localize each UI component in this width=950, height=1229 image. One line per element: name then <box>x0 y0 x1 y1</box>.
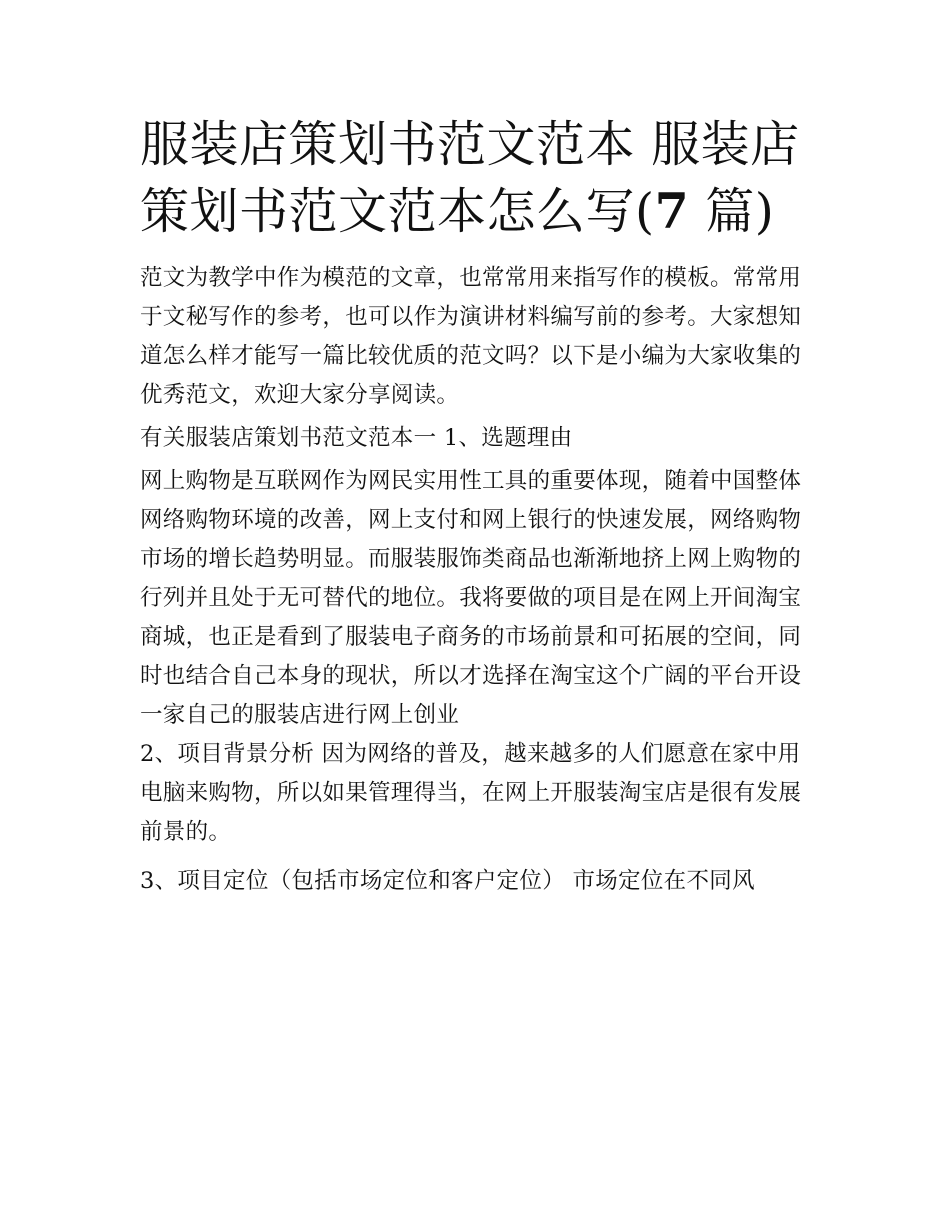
title-count: 7 <box>654 182 690 240</box>
title-line-2-start: 策划书范文范本怎么写( <box>140 183 655 240</box>
body-paragraph: 2、项目背景分析 因为网络的普及，越来越多的人们愿意在家中用电脑来购物，所以如果管理得当，在网上开服装淘宝店是很有发展前景的。 <box>140 741 802 845</box>
title-line-2-end: 篇) <box>689 183 775 240</box>
body-paragraph: 3、项目定位（包括市场定位和客户定位） 市场定位在不同风 <box>140 868 755 894</box>
intro-paragraph: 范文为教学中作为模范的文章，也常常用来指写作的模板。常常用于文秘写作的参考，也可以作为演讲材料编写前的参考。大家想知道怎么样才能写一篇比较优质的范文吗？以下是小编为大家收集的优秀范文，欢迎大家分享阅读。 <box>140 265 802 408</box>
document-page <box>140 112 815 901</box>
section-heading: 有关服装店策划书范文范本一 1、选题理由 <box>140 425 573 451</box>
document-title <box>140 112 815 245</box>
title-line-1: 服装店策划书范文范本 服装店 <box>140 116 800 173</box>
body-paragraph: 网上购物是互联网作为网民实用性工具的重要体现，随着中国整体网络购物环境的改善，网上支付和网上银行的快速发展，网络购物市场的增长趋势明显。而服装服饰类商品也渐渐地挤上网上购物的行列并且处于无可替代的地位。我将要做的项目是在网上开间淘宝商城，也正是看到了服装电子商务的市场前景和可拓展的空间，同时也结合自己本身的现状，所以才选择在淘宝这个广阔的平台开设一家自己的服装店进行网上创业 <box>140 468 802 728</box>
